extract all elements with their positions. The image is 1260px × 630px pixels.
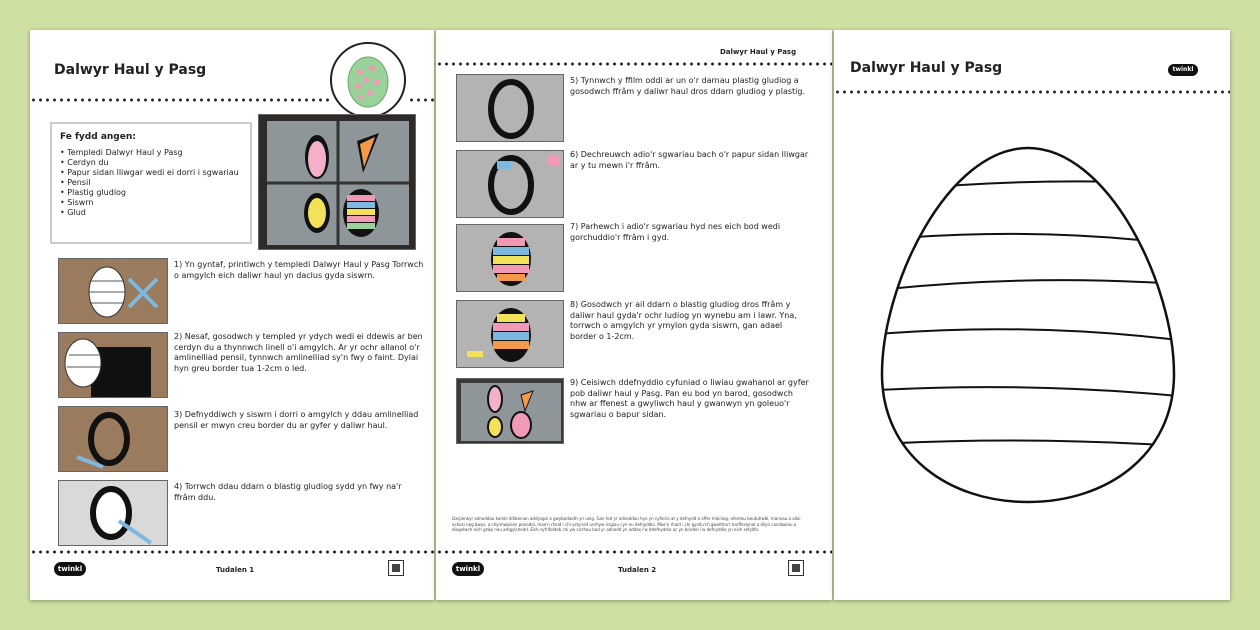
page-header: Dalwyr Haul y Pasg bbox=[720, 48, 797, 56]
step-photo bbox=[58, 480, 168, 546]
egg-template bbox=[878, 144, 1178, 506]
step-6-text: 6) Dechreuwch adio'r sgwariau bach o'r papur sidan lliwgar ar y tu mewn i'r ffrâm. bbox=[570, 150, 809, 170]
dotted-divider bbox=[834, 90, 1230, 94]
easter-egg-icon bbox=[332, 44, 404, 116]
list-item: • Papur sidan lliwgar wedi ei dorri i sgwariau bbox=[60, 168, 239, 177]
twinkl-logo: twinkl bbox=[1168, 64, 1198, 76]
disclaimer-text: Darperwyr adnoddau twinkl ddibenion addysgol a gwybodaeth yn unig. Gan fod yr adnoddau hyn yn cyfeirio at y defnydd o offer meiniog, efentau beutuhwbl, mannau a allai achosi neg bwys, a chynhwysion penodol, mae'n rhaid i chi ystyried unrhyw risgiau cyn eu defnyddio. Mae'n rhaid i chi gynllu'ch gweithio'r broffesiynol a dilyn canllawiau a diogelwch eich grŵp neu amgylchedd. Eich cyfrifoldeb chi yw sicrhau bod yr adnodd yn addas i'w ddefnyddio ac yn briodol i'w defnyddio yn eich sefyllfa. bbox=[452, 516, 801, 532]
page-title: Dalwyr Haul y Pasg bbox=[850, 60, 1003, 76]
materials-box bbox=[50, 122, 252, 244]
step-photo bbox=[456, 300, 564, 368]
quality-badge-icon bbox=[788, 560, 804, 576]
worksheet-page-1 bbox=[30, 30, 434, 600]
dotted-divider bbox=[436, 62, 832, 66]
quality-badge-icon bbox=[388, 560, 404, 576]
twinkl-logo: twinkl bbox=[54, 562, 86, 576]
step-1-text: 1) Yn gyntaf, printiwch y templedi Dalwyr Haul y Pasg Torrwch o amgylch eich daliwr haul yn daclus gyda siswrn. bbox=[174, 260, 424, 280]
dotted-divider bbox=[436, 550, 832, 554]
list-item: • Siswrn bbox=[60, 198, 94, 207]
step-3-text: 3) Defnyddiwch y siswrn i dorri o amgylch y ddau amlinelliad pensil er mwyn creu border du ar gyfer y daliwr haul. bbox=[174, 410, 419, 430]
list-item: • Plastig gludiog bbox=[60, 188, 127, 197]
window-photo bbox=[258, 114, 416, 250]
step-photo bbox=[58, 258, 168, 324]
step-7-text: 7) Parhewch i adio'r sgwariau hyd nes eich bod wedi gorchuddio'r ffrâm i gyd. bbox=[570, 222, 781, 242]
page-title: Dalwyr Haul y Pasg bbox=[54, 62, 207, 78]
dotted-divider bbox=[408, 98, 434, 102]
step-photo bbox=[58, 406, 168, 472]
step-photo bbox=[456, 74, 564, 142]
worksheet-page-2 bbox=[436, 30, 832, 600]
step-4-text: 4) Torrwch ddau ddarn o blastig gludiog sydd yn fwy na'r ffrâm ddu. bbox=[174, 482, 402, 502]
step-5-text: 5) Tynnwch y ffilm oddi ar un o'r darnau plastig gludiog a gosodwch ffrâm y daliwr haul dros ddarn gludiog y plastig. bbox=[570, 76, 806, 96]
page-number: Tudalen 1 bbox=[216, 566, 255, 574]
list-item: • Glud bbox=[60, 208, 86, 217]
step-9-text: 9) Ceisiwch ddefnyddio cyfuniad o liwiau gwahanol ar gyfer pob daliwr haul y Pasg. Pan eu bod yn barod, gosodwch nhw ar ffenest a gwyliwch haul y gwanwyn yn goleuo'r sgwariau o bapur sidan. bbox=[570, 378, 809, 419]
egg-emblem bbox=[330, 42, 406, 118]
dotted-divider bbox=[30, 550, 434, 554]
materials-list bbox=[60, 148, 242, 218]
step-photo bbox=[456, 224, 564, 292]
step-8-text: 8) Gosodwch yr ail ddarn o blastig gludiog dros ffrâm y daliwr haul gyda'r ochr ludiog yn wynebu am i lawr. Yna, torrwch o amgylch yr ymylon gyda siswrn, gan adael border o 1-2cm. bbox=[570, 300, 797, 341]
list-item: • Cerdyn du bbox=[60, 158, 109, 167]
step-2-text: 2) Nesaf, gosodwch y templed yr ydych wedi ei ddewis ar ben cerdyn du a thynnwch linell o'i amgylch. Ar yr ochr allanol o'r amlinelliad pensil, tynnwch amlinelliad sy'n fwy o faint. Dylai hyn greu border tua 1-2cm o led. bbox=[174, 332, 423, 373]
worksheet-page-3 bbox=[834, 30, 1230, 600]
dotted-divider bbox=[30, 98, 330, 102]
step-photo bbox=[58, 332, 168, 398]
page-number: Tudalen 2 bbox=[618, 566, 657, 574]
step-photo bbox=[456, 378, 564, 444]
materials-heading: Fe fydd angen: bbox=[60, 132, 136, 142]
step-photo bbox=[456, 150, 564, 218]
twinkl-logo: twinkl bbox=[452, 562, 484, 576]
list-item: • Templedi Dalwyr Haul y Pasg bbox=[60, 148, 183, 157]
list-item: • Pensil bbox=[60, 178, 91, 187]
